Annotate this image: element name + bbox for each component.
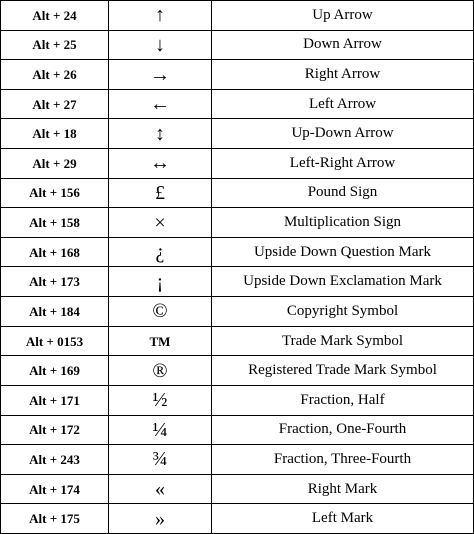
left-right-arrow-symbol: ↔: [109, 149, 212, 179]
symbol-description-cell: Down Arrow: [212, 30, 474, 60]
table-row: [1, 149, 474, 179]
inverted-exclamation-mark-symbol: ¡: [109, 267, 212, 297]
table-row: [1, 326, 474, 356]
alt-code-cell: Alt + 171: [1, 385, 109, 415]
symbol-description-cell: Right Mark: [212, 474, 474, 504]
alt-code-cell: Alt + 158: [1, 208, 109, 238]
table-row: [1, 237, 474, 267]
alt-code-cell: Alt + 168: [1, 237, 109, 267]
symbol-description-cell: Left Mark: [212, 504, 474, 534]
copyright-symbol: ©: [109, 297, 212, 327]
symbol-description-cell: Copyright Symbol: [212, 297, 474, 327]
down-arrow-symbol: ↓: [109, 30, 212, 60]
table-row: [1, 267, 474, 297]
alt-code-cell: Alt + 26: [1, 60, 109, 90]
symbol-description-cell: Right Arrow: [212, 60, 474, 90]
multiplication-sign-symbol: ×: [109, 208, 212, 238]
symbol-description-cell: Fraction, Half: [212, 385, 474, 415]
alt-code-cell: Alt + 24: [1, 1, 109, 31]
alt-code-cell: Alt + 156: [1, 178, 109, 208]
alt-code-cell: Alt + 25: [1, 30, 109, 60]
alt-code-cell: Alt + 29: [1, 149, 109, 179]
left-arrow-symbol: ←: [109, 89, 212, 119]
alt-code-cell: Alt + 18: [1, 119, 109, 149]
alt-code-cell: Alt + 174: [1, 474, 109, 504]
pound-sign-symbol: £: [109, 178, 212, 208]
table-row: [1, 297, 474, 327]
inverted-question-mark-symbol: ¿: [109, 237, 212, 267]
table-row: [1, 30, 474, 60]
symbol-description-cell: Registered Trade Mark Symbol: [212, 356, 474, 386]
table-row: [1, 415, 474, 445]
fraction-one-fourth-symbol: ¼: [109, 415, 212, 445]
up-arrow-symbol: ↑: [109, 1, 212, 31]
table-row: [1, 208, 474, 238]
table-row: [1, 89, 474, 119]
table-row: [1, 356, 474, 386]
alt-code-cell: Alt + 173: [1, 267, 109, 297]
right-guillemet-symbol: »: [109, 504, 212, 534]
table-row: [1, 119, 474, 149]
table-row: [1, 474, 474, 504]
alt-code-table-body: [1, 1, 474, 534]
table-row: [1, 60, 474, 90]
right-arrow-symbol: →: [109, 60, 212, 90]
table-row: [1, 178, 474, 208]
table-row: [1, 445, 474, 475]
table-row: [1, 504, 474, 534]
symbol-description-cell: Fraction, One-Fourth: [212, 415, 474, 445]
left-guillemet-symbol: «: [109, 474, 212, 504]
alt-code-cell: Alt + 169: [1, 356, 109, 386]
alt-code-cell: Alt + 0153: [1, 326, 109, 356]
alt-code-cell: Alt + 175: [1, 504, 109, 534]
table-row: [1, 385, 474, 415]
symbol-description-cell: Left Arrow: [212, 89, 474, 119]
symbol-description-cell: Up-Down Arrow: [212, 119, 474, 149]
alt-code-cell: Alt + 27: [1, 89, 109, 119]
symbol-description-cell: Multiplication Sign: [212, 208, 474, 238]
symbol-description-cell: Trade Mark Symbol: [212, 326, 474, 356]
symbol-description-cell: Pound Sign: [212, 178, 474, 208]
fraction-half-symbol: ½: [109, 385, 212, 415]
registered-trade-mark-symbol: ®: [109, 356, 212, 386]
symbol-description-cell: Upside Down Exclamation Mark: [212, 267, 474, 297]
symbol-description-cell: Up Arrow: [212, 1, 474, 31]
fraction-three-fourth-symbol: ¾: [109, 445, 212, 475]
trade-mark-symbol: TM: [109, 326, 212, 356]
up-down-arrow-symbol: ↕: [109, 119, 212, 149]
alt-code-cell: Alt + 184: [1, 297, 109, 327]
symbol-description-cell: Left-Right Arrow: [212, 149, 474, 179]
alt-code-cell: Alt + 243: [1, 445, 109, 475]
symbol-description-cell: Upside Down Question Mark: [212, 237, 474, 267]
alt-code-cell: Alt + 172: [1, 415, 109, 445]
symbol-description-cell: Fraction, Three-Fourth: [212, 445, 474, 475]
table-row: [1, 1, 474, 31]
